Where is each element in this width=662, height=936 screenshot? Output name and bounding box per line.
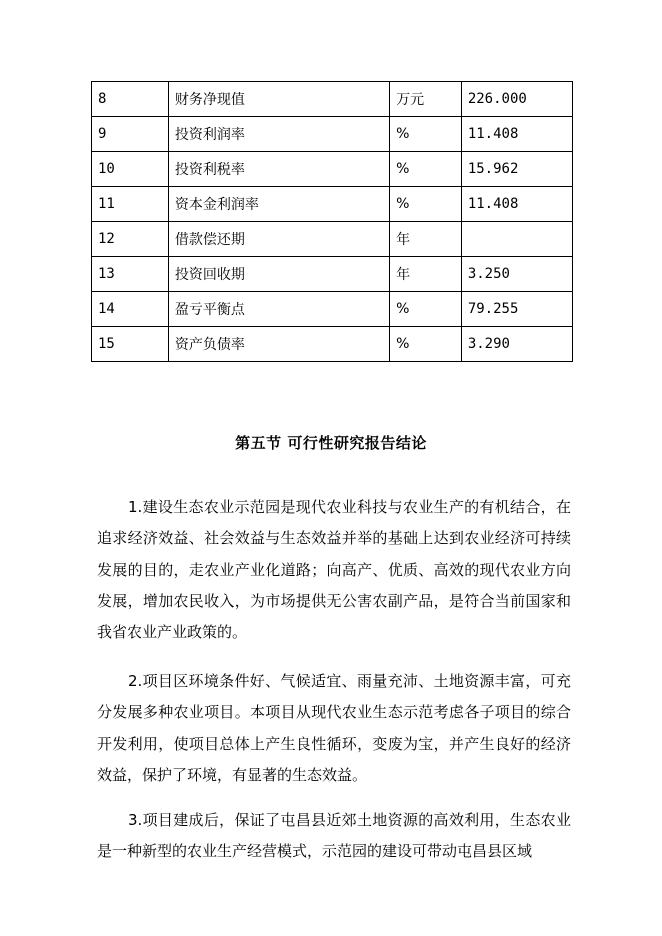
row-number: 8: [92, 82, 169, 117]
row-number: 14: [92, 292, 169, 327]
indicator-name: 借款偿还期: [168, 222, 389, 257]
indicator-name: 资本金利润率: [168, 187, 389, 222]
indicator-unit: 年: [390, 222, 462, 257]
conclusion-paragraph-1: 1.建设生态农业示范园是现代农业科技与农业生产的有机结合，在追求经济效益、社会效益与生态效益并举的基础上达到农业经济可持续发展的目的，走农业产业化道路；向高产、优质、高效的现代农业方向发展，增加农民收入，为市场提供无公害农副产品，是符合当前国家和我省农业产业政策的。: [97, 498, 571, 642]
indicator-table: [91, 81, 573, 362]
indicator-value: 3.290: [461, 327, 572, 362]
table-row: [92, 152, 573, 187]
table-row: [92, 117, 573, 152]
row-number: 10: [92, 152, 169, 187]
indicator-name: 盈亏平衡点: [168, 292, 389, 327]
indicator-value: 79.255: [461, 292, 572, 327]
table-row: [92, 187, 573, 222]
indicator-name: 财务净现值: [168, 82, 389, 117]
table-row: [92, 327, 573, 362]
conclusion-paragraph-3: 3.项目建成后，保证了屯昌县近郊土地资源的高效利用，生态农业是一种新型的农业生产经营模式，示范园的建设可带动屯昌县区域: [97, 811, 571, 861]
table-row: [92, 292, 573, 327]
section-heading: 第五节 可行性研究报告结论: [235, 434, 427, 452]
indicator-value: 15.962: [461, 152, 572, 187]
row-number: 15: [92, 327, 169, 362]
indicator-unit: 年: [390, 257, 462, 292]
table-row: [92, 257, 573, 292]
row-number: 13: [92, 257, 169, 292]
indicator-unit: %: [390, 292, 462, 327]
indicator-name: 投资回收期: [168, 257, 389, 292]
indicator-value: 11.408: [461, 117, 572, 152]
indicator-value: 226.000: [461, 82, 572, 117]
indicator-unit: 万元: [390, 82, 462, 117]
row-number: 12: [92, 222, 169, 257]
indicator-unit: %: [390, 327, 462, 362]
table-row: [92, 222, 573, 257]
indicator-unit: %: [390, 117, 462, 152]
indicator-value: 11.408: [461, 187, 572, 222]
indicator-value: [461, 222, 572, 257]
table-row: [92, 82, 573, 117]
indicator-name: 投资利税率: [168, 152, 389, 187]
indicator-unit: %: [390, 152, 462, 187]
indicator-name: 资产负债率: [168, 327, 389, 362]
conclusion-paragraph-2: 2.项目区环境条件好、气候适宜、雨量充沛、土地资源丰富，可充分发展多种农业项目。本项目从现代农业生态示范考虑各子项目的综合开发利用，使项目总体上产生良性循环，变废为宝，并产生良好的经济效益，保护了环境，有显著的生态效益。: [97, 672, 571, 784]
row-number: 9: [92, 117, 169, 152]
row-number: 11: [92, 187, 169, 222]
indicator-unit: %: [390, 187, 462, 222]
indicator-value: 3.250: [461, 257, 572, 292]
indicator-name: 投资利润率: [168, 117, 389, 152]
